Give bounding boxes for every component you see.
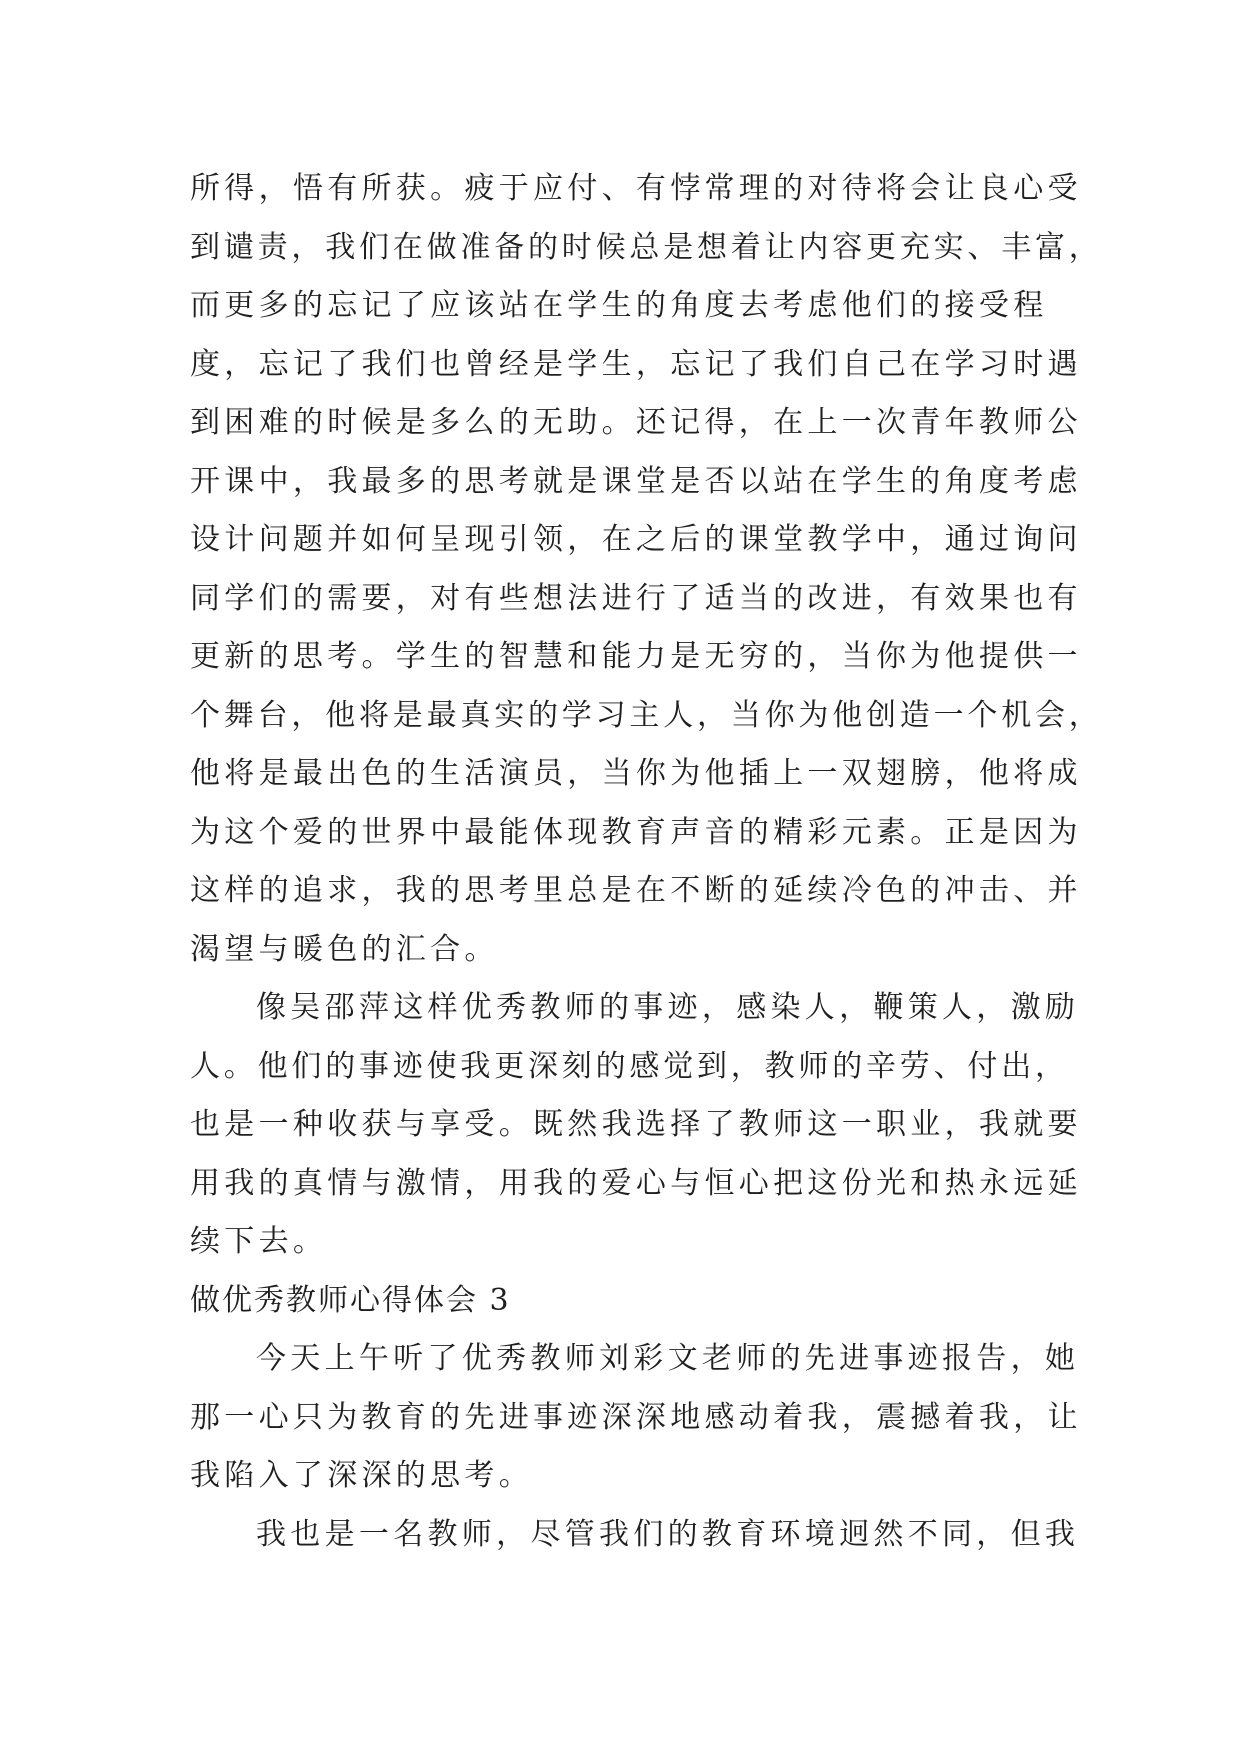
text-line: 渴望与暖色的汇合。 <box>190 931 499 967</box>
text-line: 那一心只为教育的先进事迹深深地感动着我，震撼着我，让 <box>190 1399 1082 1435</box>
paragraph-1 <box>190 160 1103 979</box>
text-line: 到谴责，我们在做准备的时候总是想着让内容更充实、丰富， <box>190 229 1103 265</box>
text-line: 所得，悟有所获。疲于应付、有悖常理的对待将会让良心受 <box>190 171 1082 206</box>
text-line: 为这个爱的世界中最能体现教育声音的精彩元素。正是因为 <box>190 814 1082 850</box>
text-line: 这样的追求，我的思考里总是在不断的延续冷色的冲击、并 <box>190 873 1082 908</box>
text-line: 也是一种收获与享受。既然我选择了教师这一职业，我就要 <box>190 1107 1082 1142</box>
text-line: 人。他们的事迹使我更深刻的感觉到，教师的辛劳、付出， <box>190 1048 1069 1084</box>
text-line: 今天上午听了优秀教师刘彩文老师的先进事迹报告，她 <box>256 1341 1080 1376</box>
text-line: 我也是一名教师，尽管我们的教育环境迥然不同，但我 <box>256 1516 1080 1552</box>
section-heading: 做优秀教师心得体会 3 <box>190 1282 511 1318</box>
text-line: 度，忘记了我们也曾经是学生，忘记了我们自己在学习时遇 <box>190 346 1082 382</box>
text-line: 而更多的忘记了应该站在学生的角度去考虑他们的接受程 <box>190 288 1048 323</box>
text-line: 更新的思考。学生的智慧和能力是无穷的，当你为他提供一 <box>190 639 1082 674</box>
text-line: 续下去。 <box>190 1224 328 1259</box>
paragraph-4 <box>190 1506 1080 1565</box>
text-line: 设计问题并如何呈现引领，在之后的课堂教学中，通过询问 <box>190 522 1082 557</box>
paragraph-3 <box>190 1330 1082 1506</box>
text-line: 开课中，我最多的思考就是课堂是否以站在学生的角度考虑 <box>190 463 1082 499</box>
text-line: 我陷入了深深的思考。 <box>190 1458 533 1493</box>
text-line: 同学们的需要，对有些想法进行了适当的改进，有效果也有 <box>190 580 1082 616</box>
text-line: 用我的真情与激情，用我的爱心与恒心把这份光和热永远延 <box>190 1165 1082 1201</box>
text-line: 他将是最出色的生活演员，当你为他插上一双翅膀，他将成 <box>190 756 1082 791</box>
text-line: 到困难的时候是多么的无助。还记得，在上一次青年教师公 <box>190 405 1082 440</box>
paragraph-2 <box>190 979 1082 1272</box>
document-body <box>190 160 1103 1564</box>
text-line: 像吴邵萍这样优秀教师的事迹，感染人，鞭策人，激励 <box>256 990 1080 1025</box>
text-line: 个舞台，他将是最真实的学习主人，当你为他创造一个机会， <box>190 697 1103 733</box>
